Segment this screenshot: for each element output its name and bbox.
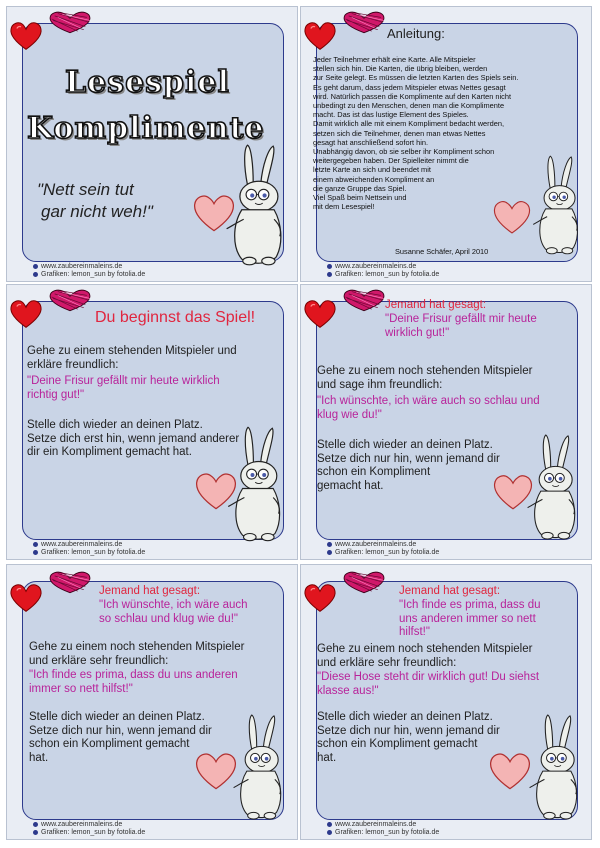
text-line: wirklich gut!" xyxy=(385,326,450,339)
card-compliment-3 xyxy=(6,564,298,840)
card-heading: Jemand hat gesagt: xyxy=(385,299,487,311)
compliment-quote xyxy=(317,671,539,698)
instruction-text xyxy=(317,439,500,493)
bunny-icon xyxy=(527,153,589,257)
red-heart-icon xyxy=(303,21,337,51)
text-line: dir ein Kompliment gemacht hat. xyxy=(27,446,192,458)
compliment-quote xyxy=(317,395,540,422)
text-line: Setze dich nur hin, wenn jemand dir xyxy=(317,724,500,737)
doodle-heart-icon xyxy=(341,287,387,313)
instruction-text xyxy=(27,419,239,460)
instructions-line: Unabhängig davon, ob sie selber ihr Kompliment schon xyxy=(313,147,495,157)
instructions-line: Es geht darum, dass jedem Mitspieler etwas Nettes gesagt xyxy=(313,82,506,92)
text-line: Gehe zu einem stehenden Mitspieler und xyxy=(27,345,237,357)
credits xyxy=(33,541,145,557)
text-line: Gehe zu einem noch stehenden Mitspieler xyxy=(29,641,245,653)
credit-graphics: Grafiken: lemon_sun by fotolia.de xyxy=(335,271,440,278)
text-line: Setze dich erst hin, wenn jemand anderer xyxy=(27,432,240,445)
text-line: Gehe zu einem noch stehenden Mitspieler xyxy=(317,365,533,377)
text-line: "Ich wünschte, ich wäre auch so schlau und xyxy=(317,395,540,407)
red-heart-icon xyxy=(303,583,337,613)
cover-title-line2: Komplimente xyxy=(27,111,265,146)
instruction-text xyxy=(317,365,532,392)
text-line: Stelle dich wieder an deinen Platz. xyxy=(317,711,493,723)
credit-website: www.zaubereinmaleins.de xyxy=(335,821,417,828)
card-heading: Jemand hat gesagt: xyxy=(99,585,201,597)
heard-quote xyxy=(399,599,541,640)
instruction-text xyxy=(29,641,244,668)
cover-quote-line1: "Nett sein tut xyxy=(37,180,134,199)
credits xyxy=(33,263,145,279)
instructions-line: zur Seite gelegt. Es müssen die letzten Karten des Spiels sein. xyxy=(313,73,519,83)
text-line: und erkläre sehr freundlich: xyxy=(317,656,457,669)
instructions-line: letzte Karte an sich und beendet mit xyxy=(313,165,431,175)
credit-website: www.zaubereinmaleins.de xyxy=(41,541,123,548)
text-line: und erkläre sehr freundlich: xyxy=(29,654,169,667)
doodle-heart-icon xyxy=(47,287,93,313)
instructions-title: Anleitung: xyxy=(387,26,445,41)
text-line: gemacht hat. xyxy=(317,479,384,492)
text-line: Stelle dich wieder an deinen Platz. xyxy=(27,419,203,431)
credit-graphics: Grafiken: lemon_sun by fotolia.de xyxy=(335,829,440,836)
instructions-signature: Susanne Schäfer, April 2010 xyxy=(395,247,489,256)
cover-quote-line2: gar nicht weh!" xyxy=(41,202,153,221)
bunny-icon xyxy=(523,711,589,823)
bunny-icon xyxy=(221,425,293,543)
text-line: klasse aus!" xyxy=(317,684,379,697)
compliment-quote xyxy=(29,669,238,696)
compliment-quote xyxy=(27,375,220,402)
heard-quote xyxy=(99,599,248,626)
instructions-line: setzen sich die Teilnehmer, denen man etwas Nettes xyxy=(313,128,486,138)
text-line: immer so nett hilfst!" xyxy=(29,682,133,695)
text-line: Stelle dich wieder an deinen Platz. xyxy=(317,439,493,451)
card-compliment-2 xyxy=(300,284,592,560)
instructions-line: stellen sich hin. Die Karten, die übrig bleiben, werden xyxy=(313,64,488,74)
text-line: Setze dich nur hin, wenn jemand dir xyxy=(29,724,212,737)
credits xyxy=(33,821,145,837)
instructions-line: Damit wirklich alle mit einem Kompliment bedacht werden, xyxy=(313,119,504,129)
card-start xyxy=(6,284,298,560)
instruction-text xyxy=(317,711,500,765)
instructions-line: unbedingt zu den Menschen, denen man die Komplimente xyxy=(313,101,505,111)
card-heading: Jemand hat gesagt: xyxy=(399,585,501,597)
instructions-line: weitergegeben haben. Der Spielleiter nimmt die xyxy=(313,156,469,166)
text-line: und sage ihm freundlich: xyxy=(317,378,443,391)
credit-website: www.zaubereinmaleins.de xyxy=(335,263,417,270)
doodle-heart-icon xyxy=(341,9,387,35)
doodle-heart-icon xyxy=(47,9,93,35)
cover-title-line1: Lesespiel xyxy=(65,65,230,100)
card-compliment-4 xyxy=(300,564,592,840)
text-line: schon ein Kompliment gemacht xyxy=(317,738,478,750)
instruction-text xyxy=(29,711,212,765)
instruction-text xyxy=(317,643,532,670)
bunny-icon xyxy=(219,143,295,267)
card-heading: Du beginnst das Spiel! xyxy=(95,309,256,326)
card-cover xyxy=(6,6,298,282)
text-line: hat. xyxy=(29,751,49,764)
bunny-icon xyxy=(227,711,293,823)
credit-graphics: Grafiken: lemon_sun by fotolia.de xyxy=(41,271,146,278)
credit-website: www.zaubereinmaleins.de xyxy=(41,263,123,270)
bunny-icon xyxy=(521,431,587,543)
instructions-line: die ganze Gruppe das Spiel. xyxy=(313,183,407,193)
credit-graphics: Grafiken: lemon_sun by fotolia.de xyxy=(41,549,146,556)
text-line: Stelle dich wieder an deinen Platz. xyxy=(29,711,205,723)
doodle-heart-icon xyxy=(47,569,93,595)
credit-website: www.zaubereinmaleins.de xyxy=(41,821,123,828)
text-line: hat. xyxy=(317,751,337,764)
red-heart-icon xyxy=(9,299,43,329)
heard-quote xyxy=(385,313,537,340)
text-line: erkläre freundlich: xyxy=(27,358,119,371)
text-line: "Diese Hose steht dir wirklich gut! Du siehst xyxy=(317,671,540,683)
red-heart-icon xyxy=(9,21,43,51)
text-line: uns anderen immer so nett xyxy=(399,612,536,625)
credits xyxy=(327,263,439,279)
text-line: richtig gut!" xyxy=(27,388,85,401)
text-line: so schlau und klug wie du!" xyxy=(99,612,238,625)
instructions-line: Viel Spaß beim Nettsein und xyxy=(313,193,407,203)
credits xyxy=(327,821,439,837)
credit-website: www.zaubereinmaleins.de xyxy=(335,541,417,548)
text-line: Gehe zu einem noch stehenden Mitspieler xyxy=(317,643,533,655)
instructions-line: einem abweichenden Kompliment an xyxy=(313,174,435,184)
text-line: schon ein Kompliment xyxy=(317,466,431,478)
text-line: klug wie du!" xyxy=(317,408,382,421)
text-line: Setze dich nur hin, wenn jemand dir xyxy=(317,452,500,465)
instructions-line: macht. Das ist das lustige Element des Spieles. xyxy=(313,110,469,120)
text-line: hilfst!" xyxy=(399,626,430,638)
credit-graphics: Grafiken: lemon_sun by fotolia.de xyxy=(41,829,146,836)
credits xyxy=(327,541,439,557)
text-line: "Ich wünschte, ich wäre auch xyxy=(99,599,248,611)
text-line: "Deine Frisur gefällt mir heute wirklich xyxy=(27,375,220,387)
credit-graphics: Grafiken: lemon_sun by fotolia.de xyxy=(335,549,440,556)
text-line: "Ich finde es prima, dass du uns anderen xyxy=(29,669,238,681)
red-heart-icon xyxy=(303,299,337,329)
red-heart-icon xyxy=(9,583,43,613)
instructions-line: mit dem Lesespiel! xyxy=(313,202,375,212)
instructions-line: wird. Natürlich passen die Komplimente auf den Karten nicht xyxy=(313,91,512,101)
card-instructions xyxy=(300,6,592,282)
instruction-text xyxy=(27,345,237,372)
doodle-heart-icon xyxy=(341,569,387,595)
instructions-line: gesagt hat anschließend sofort hin. xyxy=(313,137,429,147)
text-line: "Deine Frisur gefällt mir heute xyxy=(385,313,537,325)
pink-heart-icon xyxy=(493,199,531,235)
instructions-line: Jeder Teilnehmer erhält eine Karte. Alle Mitspieler xyxy=(313,55,476,64)
text-line: schon ein Kompliment gemacht xyxy=(29,738,190,750)
text-line: "Ich finde es prima, dass du xyxy=(399,599,541,611)
